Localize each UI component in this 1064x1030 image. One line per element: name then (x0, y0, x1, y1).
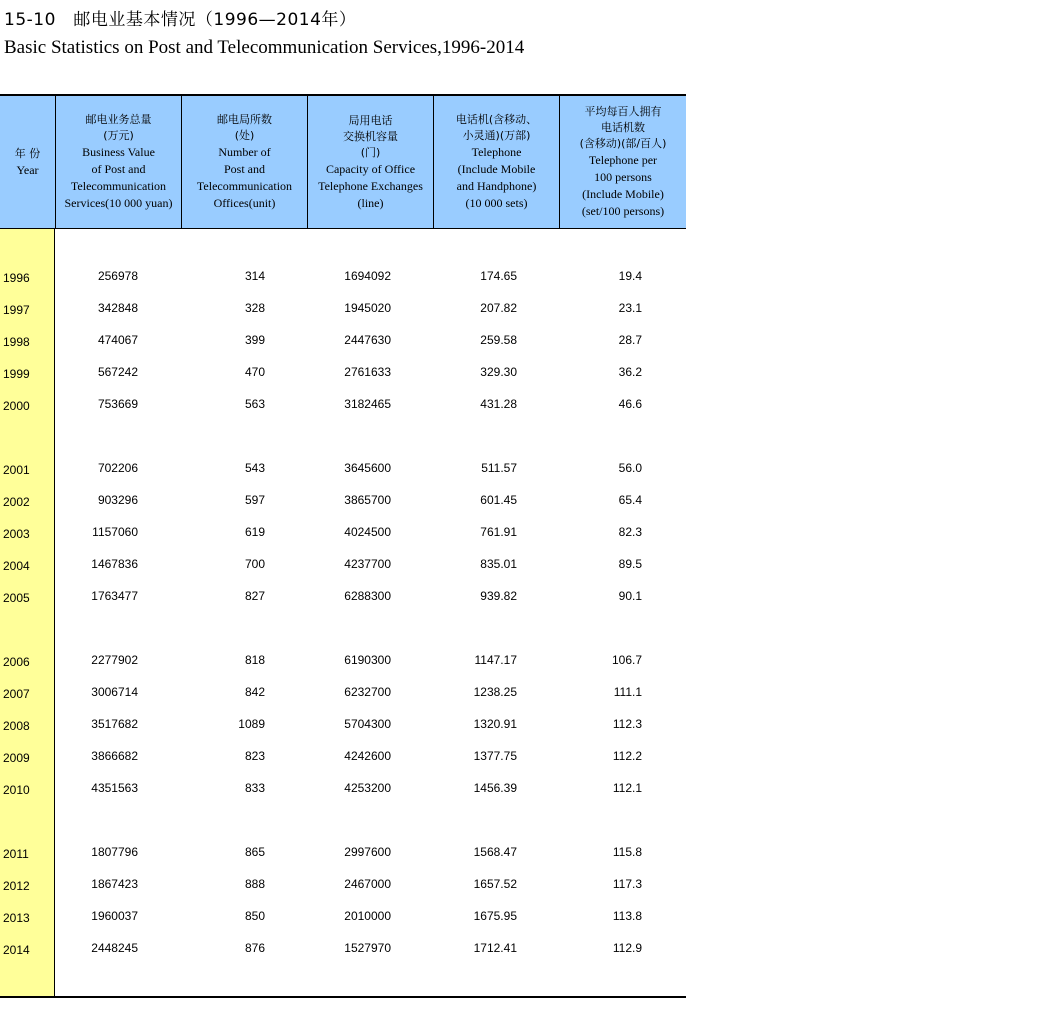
table-row (0, 778, 686, 798)
per-100-cell: 106.7 (611, 653, 642, 667)
offices-cell: 865 (244, 845, 265, 859)
business-value-cell: 1763477 (91, 589, 138, 603)
table-row (0, 586, 686, 606)
capacity-cell: 5704300 (344, 717, 391, 731)
capacity-cell: 4253200 (344, 781, 391, 795)
header-capacity-cn: 局用电话 (348, 113, 393, 127)
header-business-value-unit: (万元) (103, 129, 134, 142)
capacity-cell: 2997600 (344, 845, 391, 859)
capacity-cell: 6232700 (344, 685, 391, 699)
capacity-cell: 6288300 (344, 589, 391, 603)
business-value-cell: 3866682 (91, 749, 138, 763)
offices-cell: 827 (244, 589, 265, 603)
year-cell: 2000 (3, 399, 30, 413)
business-value-cell: 3006714 (91, 685, 138, 699)
year-cell: 2009 (3, 751, 30, 765)
table-header (0, 96, 686, 229)
offices-cell: 328 (244, 301, 265, 315)
year-cell: 2008 (3, 719, 30, 733)
offices-cell: 842 (244, 685, 265, 699)
table-row (0, 842, 686, 862)
header-offices-en: Offices(unit) (213, 196, 276, 210)
telephones-cell: 207.82 (480, 301, 517, 315)
header-business-value (56, 96, 181, 228)
header-telephones (434, 96, 559, 228)
offices-cell: 470 (244, 365, 265, 379)
offices-cell: 700 (244, 557, 265, 571)
year-cell: 1996 (3, 271, 30, 285)
header-offices-en: Post and (223, 162, 265, 176)
telephones-cell: 1147.17 (474, 653, 517, 667)
per-100-cell: 65.4 (618, 493, 642, 507)
per-100-cell: 82.3 (618, 525, 642, 539)
telephones-cell: 1238.25 (473, 685, 517, 699)
year-cell: 2002 (3, 495, 30, 509)
per-100-cell: 46.6 (618, 397, 642, 411)
capacity-cell: 2467000 (344, 877, 391, 891)
header-capacity-cn: 交换机容量 (343, 129, 398, 143)
table-row (0, 266, 686, 286)
telephones-cell: 601.45 (480, 493, 517, 507)
table-row (0, 362, 686, 382)
header-per-100 (560, 96, 686, 228)
telephones-cell: 259.58 (480, 333, 517, 347)
header-offices-en: Telecommunication (196, 179, 293, 193)
header-telephones-en: and Handphone) (456, 179, 537, 193)
business-value-cell: 702206 (97, 461, 138, 475)
telephones-cell: 1712.41 (473, 941, 517, 955)
offices-cell: 399 (244, 333, 265, 347)
per-100-cell: 23.1 (618, 301, 642, 315)
business-value-cell: 1157060 (92, 525, 138, 539)
per-100-cell: 90.1 (618, 589, 642, 603)
business-value-cell: 474067 (97, 333, 138, 347)
offices-cell: 888 (244, 877, 265, 891)
capacity-cell: 4242600 (344, 749, 391, 763)
capacity-cell: 3645600 (344, 461, 391, 475)
capacity-cell: 1945020 (344, 301, 391, 315)
offices-cell: 563 (244, 397, 265, 411)
header-business-value-en: Business Value (82, 145, 155, 159)
per-100-cell: 112.3 (612, 717, 642, 731)
table-title-chinese: 15-10 邮电业基本情况（1996—2014年） (4, 10, 357, 30)
capacity-cell: 2447630 (344, 333, 391, 347)
offices-cell: 619 (244, 525, 265, 539)
per-100-cell: 112.2 (612, 749, 642, 763)
year-cell: 2011 (3, 847, 29, 861)
year-cell: 2003 (3, 527, 30, 541)
per-100-cell: 111.1 (613, 685, 642, 699)
telephones-cell: 1675.95 (473, 909, 517, 923)
header-capacity (308, 96, 433, 228)
header-offices-cn: 邮电局所数 (217, 113, 272, 126)
capacity-cell: 1694092 (344, 269, 391, 283)
table-row (0, 458, 686, 478)
telephones-cell: 835.01 (480, 557, 517, 571)
header-per-100-en: 100 persons (594, 170, 652, 184)
business-value-cell: 1867423 (91, 877, 138, 891)
offices-cell: 1089 (238, 717, 265, 731)
year-cell: 2004 (3, 559, 30, 573)
header-telephones-en: Telephone (471, 145, 522, 159)
business-value-cell: 903296 (97, 493, 138, 507)
header-telephones-en: (Include Mobile (457, 162, 536, 176)
year-cell: 2010 (3, 783, 30, 797)
table-title-english: Basic Statistics on Post and Telecommunication Services,1996-2014 (4, 37, 525, 58)
offices-cell: 543 (244, 461, 265, 475)
header-business-value-cn: 邮电业务总量 (85, 113, 152, 126)
table-row (0, 682, 686, 702)
year-cell: 1998 (3, 335, 30, 349)
per-100-cell: 56.0 (618, 461, 642, 475)
header-offices-unit: (处) (234, 129, 255, 142)
telephones-cell: 511.57 (481, 461, 517, 475)
header-year-en: Year (16, 162, 39, 177)
year-cell: 1999 (3, 367, 30, 381)
table-row (0, 490, 686, 510)
business-value-cell: 4351563 (91, 781, 138, 795)
header-per-100-en: (set/100 persons) (581, 204, 665, 218)
header-telephones-en: (10 000 sets) (465, 196, 528, 210)
year-cell: 2007 (3, 687, 30, 701)
telephones-cell: 174.65 (480, 269, 517, 283)
year-cell: 2014 (3, 943, 30, 957)
year-cell: 2013 (3, 911, 30, 925)
per-100-cell: 19.4 (618, 269, 642, 283)
capacity-cell: 2761633 (344, 365, 391, 379)
per-100-cell: 115.8 (612, 845, 642, 859)
business-value-cell: 3517682 (91, 717, 138, 731)
table-row (0, 650, 686, 670)
offices-cell: 833 (244, 781, 265, 795)
business-value-cell: 256978 (97, 269, 138, 283)
header-per-100-unit: (含移动)(部/百人) (579, 137, 667, 150)
year-cell: 2006 (3, 655, 30, 669)
offices-cell: 823 (244, 749, 265, 763)
offices-cell: 850 (244, 909, 265, 923)
capacity-cell: 2010000 (344, 909, 391, 923)
year-cell: 1997 (3, 303, 30, 317)
header-business-value-en: Telecommunication (70, 179, 167, 193)
header-per-100-cn: 电话机数 (601, 121, 645, 134)
table-row (0, 554, 686, 574)
header-year (0, 96, 55, 228)
per-100-cell: 112.9 (612, 941, 642, 955)
telephones-cell: 939.82 (480, 589, 517, 603)
header-business-value-en: of Post and (91, 162, 146, 176)
telephones-cell: 1456.39 (473, 781, 517, 795)
table-row (0, 330, 686, 350)
telephones-cell: 431.28 (480, 397, 517, 411)
business-value-cell: 2277902 (91, 653, 138, 667)
table-row (0, 874, 686, 894)
header-telephones-cn: 小灵通)(万部) (462, 129, 531, 142)
offices-cell: 876 (244, 941, 265, 955)
header-per-100-cn: 平均每百人拥有 (584, 105, 662, 118)
capacity-cell: 4237700 (344, 557, 391, 571)
capacity-cell: 6190300 (344, 653, 391, 667)
header-year-cn: 年 份 (14, 146, 41, 160)
business-value-cell: 1960037 (91, 909, 138, 923)
business-value-cell: 1467836 (91, 557, 138, 571)
telephones-cell: 1320.91 (473, 717, 517, 731)
header-offices-en: Number of (218, 145, 271, 159)
telephones-cell: 1657.52 (473, 877, 517, 891)
header-capacity-en: Capacity of Office (325, 161, 416, 176)
table-row (0, 938, 686, 958)
header-per-100-en: (Include Mobile) (582, 187, 664, 201)
table-row (0, 714, 686, 734)
table-row (0, 746, 686, 766)
header-business-value-en: Services(10 000 yuan) (64, 196, 173, 210)
year-cell: 2001 (3, 463, 30, 477)
telephones-cell: 761.91 (480, 525, 517, 539)
offices-cell: 818 (244, 653, 265, 667)
header-telephones-cn: 电话机(含移动、 (455, 113, 538, 126)
table-row (0, 394, 686, 414)
offices-cell: 597 (244, 493, 265, 507)
header-capacity-en: (line) (357, 195, 384, 210)
telephones-cell: 1377.75 (473, 749, 517, 763)
table-row (0, 522, 686, 542)
per-100-cell: 117.3 (612, 877, 642, 891)
telephones-cell: 329.30 (480, 365, 517, 379)
business-value-cell: 1807796 (91, 845, 138, 859)
table-bottom-rule (0, 996, 686, 998)
offices-cell: 314 (244, 269, 265, 283)
per-100-cell: 112.1 (612, 781, 642, 795)
capacity-cell: 4024500 (344, 525, 391, 539)
year-cell: 2012 (3, 879, 30, 893)
capacity-cell: 3182465 (344, 397, 391, 411)
table-row (0, 906, 686, 926)
per-100-cell: 36.2 (618, 365, 642, 379)
per-100-cell: 113.8 (612, 909, 642, 923)
statistics-table (0, 94, 686, 999)
business-value-cell: 342848 (97, 301, 138, 315)
header-offices (182, 96, 307, 228)
business-value-cell: 753669 (97, 397, 138, 411)
year-cell: 2005 (3, 591, 30, 605)
table-row (0, 298, 686, 318)
header-capacity-unit: (门) (360, 145, 381, 159)
capacity-cell: 1527970 (344, 941, 391, 955)
header-capacity-en: Telephone Exchanges (318, 178, 423, 193)
capacity-cell: 3865700 (344, 493, 391, 507)
business-value-cell: 567242 (97, 365, 138, 379)
header-per-100-en: Telephone per (588, 153, 658, 167)
business-value-cell: 2448245 (91, 941, 138, 955)
telephones-cell: 1568.47 (473, 845, 517, 859)
per-100-cell: 89.5 (618, 557, 642, 571)
per-100-cell: 28.7 (618, 333, 642, 347)
